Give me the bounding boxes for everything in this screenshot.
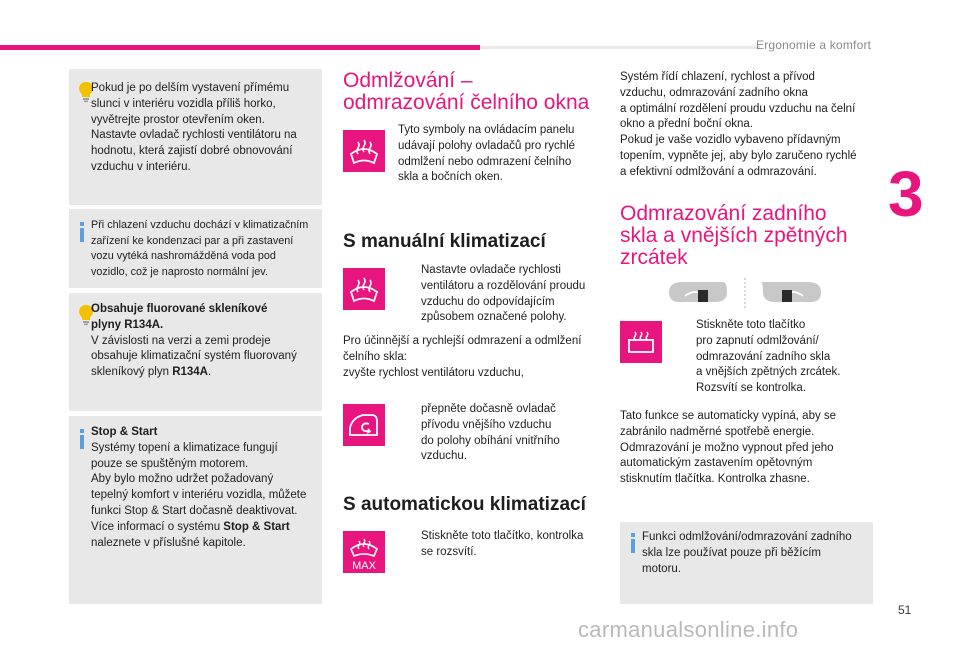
box-text-span: . bbox=[208, 366, 212, 379]
chapter-title: Ergonomie a komfort bbox=[756, 38, 872, 52]
text-line: odmlžení nebo odmrazení čelního bbox=[398, 155, 572, 168]
text-line: udávají polohy ovladačů pro rychlé bbox=[398, 139, 576, 152]
text-line: se rozsvítí. bbox=[421, 545, 477, 558]
box-text-span: Více informací o systému bbox=[91, 520, 224, 533]
text-line: Odmrazování je možno vypnout před jeho bbox=[620, 441, 834, 454]
box-text-line: Systémy topení a klimatizace fungují bbox=[91, 441, 278, 454]
section-title-windshield-defrost bbox=[343, 70, 589, 114]
rear-defrost-bullet bbox=[696, 318, 840, 397]
box-text-line: slunci v interiéru vozidla příliš horko, bbox=[91, 97, 276, 110]
text-line: a optimální rozdělení proudu vzduchu na čelní bbox=[620, 102, 856, 115]
header-accent-bar bbox=[0, 45, 480, 50]
title-line: zrcátek bbox=[620, 246, 688, 269]
text-line: vzduchu do odpovídajícím bbox=[421, 295, 555, 308]
windshield-defrost-icon bbox=[343, 130, 385, 172]
text-line: Tyto symboly na ovládacím panelu bbox=[398, 124, 575, 136]
header-divider bbox=[480, 46, 760, 49]
box-text-line: funkci Stop & Start dočasně deaktivovat. bbox=[91, 504, 298, 517]
box-text-line: naleznete v příslušné kapitole. bbox=[91, 536, 246, 549]
text-line: zabránilo nadměrné spotřebě energie. bbox=[620, 425, 815, 438]
info-box-condensation bbox=[69, 209, 322, 288]
refrigerant-title: plyny R134A. bbox=[91, 318, 164, 331]
text-line: vzduchu. bbox=[421, 450, 468, 463]
info-icon bbox=[629, 532, 637, 554]
auto-bullet bbox=[421, 529, 583, 561]
box-text-line: Pokud je po delším vystavení přímému bbox=[91, 82, 290, 94]
text-line: Nastavte ovladače rychlosti bbox=[421, 264, 561, 276]
refrigerant-title: Obsahuje fluorované skleníkové bbox=[91, 303, 268, 315]
text-line: Systém řídí chlazení, rychlost a přívod bbox=[620, 71, 815, 83]
box-text-line: vyvětrejte prostor otevřením oken. bbox=[91, 113, 265, 126]
section-title-manual: S manuální klimatizací bbox=[343, 231, 546, 252]
box-text-span: skleníkový plyn bbox=[91, 366, 173, 379]
box-text-line: obsahuje klimatizační systém fluorovaný bbox=[91, 350, 297, 363]
manual-bullet bbox=[421, 263, 585, 326]
text-line: Funkci odmlžování/odmrazování zadního bbox=[642, 531, 852, 543]
text-line: a efektivní odmlžování a odmrazování. bbox=[620, 165, 817, 178]
text-line: okno a přední boční okna. bbox=[620, 118, 753, 131]
intro-text bbox=[398, 123, 575, 186]
info-icon bbox=[78, 428, 86, 450]
info-box-rear-defrost bbox=[620, 522, 873, 604]
section-title-rear-defrost bbox=[620, 203, 848, 269]
box-text-line: Aby bylo možno udržet požadovaný bbox=[91, 473, 274, 486]
text-line: Stiskněte toto tlačítko, kontrolka bbox=[421, 530, 584, 542]
tip-box-ventilation bbox=[69, 69, 322, 205]
switch-bullet bbox=[421, 402, 560, 465]
text-line: přívodu vnějšího vzduchu bbox=[421, 418, 552, 431]
text-line: přepněte dočasně ovladač bbox=[421, 403, 556, 415]
max-label: MAX bbox=[352, 560, 376, 572]
box-text-line: hodnotu, která zajistí dobré obnovování bbox=[91, 145, 293, 158]
box-text-line: Nastavte ovladač rychlosti ventilátoru na bbox=[91, 129, 297, 142]
box-text-line: vzduchu v interiéru. bbox=[91, 160, 191, 173]
text-line: stisknutím tlačítka. Kontrolka zhasne. bbox=[620, 473, 810, 486]
title-line: Odmlžování – bbox=[343, 69, 473, 92]
tip-box-refrigerant bbox=[69, 293, 322, 411]
text-line: Pokud je vaše vozidlo vybaveno přídavným bbox=[620, 134, 841, 147]
text-line: způsobem označené polohy. bbox=[421, 311, 567, 324]
info-box-stop-start bbox=[69, 416, 322, 604]
text-line: topením, vypněte jej, aby bylo zaručeno rychlé bbox=[620, 149, 857, 162]
efficient-text bbox=[343, 334, 581, 381]
text-line: čelního skla: bbox=[343, 350, 407, 363]
auto-off-text bbox=[620, 409, 836, 488]
box-text-line bbox=[91, 520, 314, 536]
box-text-line: V závislosti na verzi a zemi prodeje bbox=[91, 334, 271, 347]
text-line: automatickým zastavením opětovným bbox=[620, 457, 813, 470]
text-line: Stiskněte toto tlačítko bbox=[696, 319, 806, 331]
system-intro bbox=[620, 70, 857, 181]
title-line: Odmrazování zadního bbox=[620, 202, 827, 225]
text-line: a vnějších zpětných zrcátek. bbox=[696, 366, 841, 379]
box-text-line bbox=[91, 365, 314, 381]
stop-start-ref: Stop & Start bbox=[223, 520, 290, 533]
text-line: vzduchu, odmrazování zadního okna bbox=[620, 86, 808, 99]
text-line: Rozsvítí se kontrolka. bbox=[696, 382, 806, 395]
text-line: skla a bočních oken. bbox=[398, 171, 503, 184]
box-text-line: tepelný komfort v interiéru vozidla, můžete bbox=[91, 489, 307, 502]
box-text-line: Při chlazení vzduchu dochází v klimatizačním bbox=[91, 219, 309, 231]
text-line: do polohy obíhání vnitřního bbox=[421, 434, 560, 447]
box-text-line: vozidlo, což je naprosto normální jev. bbox=[91, 265, 268, 278]
text-line bbox=[343, 366, 581, 382]
stop-start-title: Stop & Start bbox=[91, 426, 158, 438]
text-line: skla lze používat pouze při běžícím bbox=[642, 546, 821, 559]
rear-window-defrost-icon bbox=[620, 321, 662, 363]
air-recirculation-icon bbox=[343, 404, 385, 446]
heated-mirror-icon bbox=[665, 278, 825, 308]
page-number: 51 bbox=[898, 603, 912, 617]
text-line: odmrazování zadního skla bbox=[696, 350, 831, 363]
watermark: carmanualsonline.info bbox=[578, 617, 799, 642]
info-icon bbox=[78, 221, 86, 243]
box-text-line: vozu vytéká nashromážděná voda pod bbox=[91, 250, 276, 262]
refrigerant-code: R134A bbox=[172, 366, 208, 379]
box-text-line: pouze se spuštěným motorem. bbox=[91, 457, 249, 470]
text-line: Pro účinnější a rychlejší odmrazení a odmlžení bbox=[343, 335, 582, 347]
text-line: ventilátoru a rozdělování proudu bbox=[421, 279, 586, 292]
chapter-number: 3 bbox=[888, 158, 924, 230]
bullet-text: zvyšte rychlost ventilátoru vzduchu, bbox=[343, 366, 524, 379]
section-title-auto: S automatickou klimatizací bbox=[343, 494, 586, 515]
box-text-line: zařízení ke kondenzaci par a při zastavení bbox=[91, 234, 294, 247]
title-line: odmrazování čelního okna bbox=[343, 91, 590, 114]
text-line: Tato funkce se automaticky vypíná, aby se bbox=[620, 410, 837, 422]
text-line: motoru. bbox=[642, 562, 681, 575]
windshield-defrost-icon bbox=[343, 268, 385, 310]
max-defrost-icon bbox=[343, 531, 385, 573]
text-line: pro zapnutí odmlžování/ bbox=[696, 334, 819, 347]
title-line: skla a vnějších zpětných bbox=[620, 224, 848, 247]
